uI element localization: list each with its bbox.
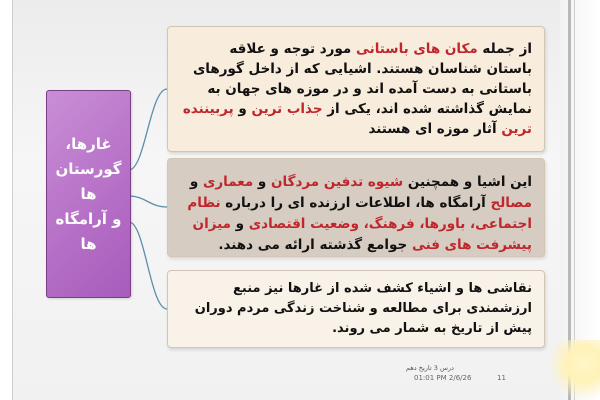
footer-lesson-title: درس 3 تاریخ دهم <box>406 364 454 372</box>
info-box-ancient-sites <box>167 26 545 152</box>
text-segment: این اشیا و همچنین <box>403 174 532 190</box>
highlight-segment: میزان پیشرفت های فنی <box>192 216 532 253</box>
highlight-segment: مکان های باستانی <box>355 41 478 57</box>
connector-to-box1 <box>129 89 167 170</box>
text-segment: و <box>253 174 272 190</box>
topic-box <box>46 90 131 298</box>
connector-to-box2 <box>129 196 167 207</box>
topic-line-2: گورستان ها <box>55 159 122 203</box>
text-segment: آرامگاه ها، اطلاعات ارزنده ای را درباره <box>220 195 491 211</box>
text-segment: جوامع گذشته ارائه می دهند. <box>218 237 412 253</box>
connector-to-box3 <box>129 222 167 309</box>
highlight-segment: شیوه تدفین مردگان <box>271 174 404 190</box>
topic-line-3: و آرامگاه ها <box>55 209 122 253</box>
text-segment: آثار موزه ای هستند <box>368 121 502 137</box>
highlight-segment: مصالح <box>490 195 532 211</box>
text-segment: و <box>189 174 203 190</box>
info-box-cave-paintings <box>167 270 545 348</box>
highlight-segment: نظام اجتماعی، <box>187 195 532 232</box>
footer-datetime: 01:01 PM 2/6/26 <box>414 374 472 382</box>
box-text: نقاشی ها و اشیاء کشف شده از غارها نیز منبع ارزشمندی برای مطالعه و شناخت زندگی مردم دوران پیش از تاریخ به شمار می روند. <box>194 281 532 336</box>
topic-title <box>47 132 130 257</box>
text-segment: و <box>233 101 252 117</box>
text-segment: مورد توجه و علاقه باستان شناسان هستند. اشیایی که از داخل گورهای باستانی به دست آمده اند و در موزه های جهان به نمایش گذاشته شده اند، یکی از <box>192 41 532 117</box>
slide-number: 11 <box>497 374 506 382</box>
highlight-segment: معماری <box>202 174 254 190</box>
topic-line-1: غارها، <box>65 134 112 153</box>
info-box-burial-info <box>167 158 545 257</box>
text-segment: و <box>230 216 249 232</box>
text-segment: از جمله <box>477 41 532 57</box>
highlight-segment: جذاب ترین <box>251 101 323 117</box>
highlight-segment: پربیننده ترین <box>182 101 532 137</box>
highlight-segment: باورها، فرهنگ، وضعیت اقتصادی <box>248 216 466 232</box>
